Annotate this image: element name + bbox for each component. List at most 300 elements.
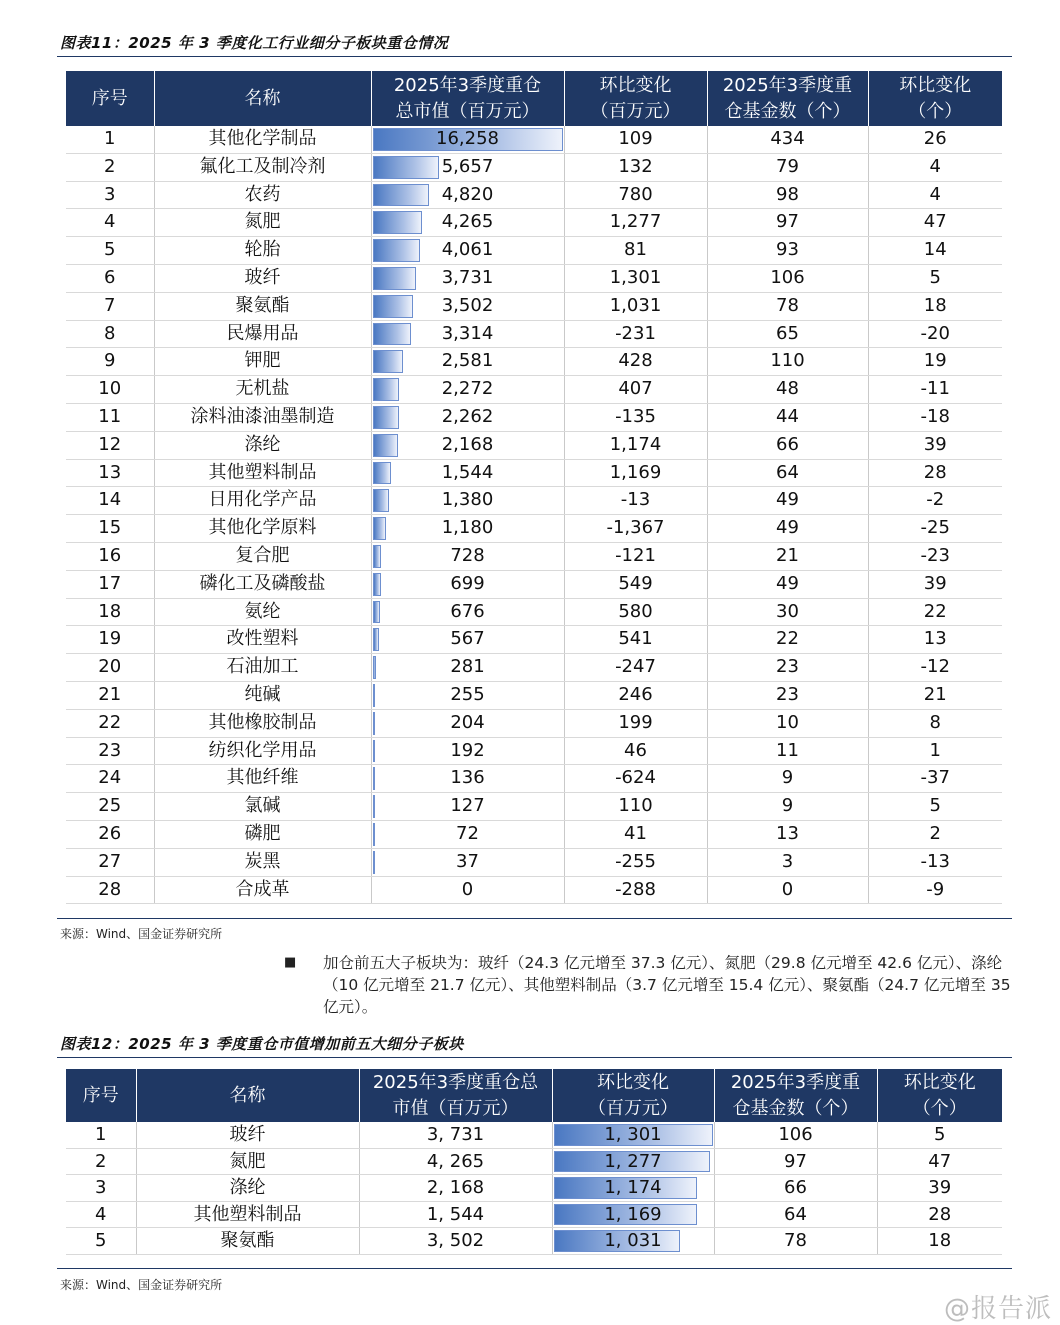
cell-name: 玻纤 — [154, 264, 371, 292]
table-row — [66, 598, 1002, 626]
cell-value: 255 — [450, 683, 485, 705]
cell-market-value — [371, 709, 564, 737]
cell-name: 其他塑料制品 — [136, 1201, 359, 1228]
cell-name: 农药 — [154, 181, 371, 209]
summary-paragraph — [285, 952, 1015, 1018]
cell-fund-count: 110 — [707, 348, 868, 376]
cell-fund-count: 106 — [714, 1122, 877, 1148]
header-no: 序号 — [66, 71, 154, 126]
cell-name: 轮胎 — [154, 237, 371, 265]
cell-name: 炭黑 — [154, 848, 371, 876]
cell-fund-count: 13 — [707, 820, 868, 848]
cell-fund-count: 9 — [707, 793, 868, 821]
cell-qoq-change — [552, 1175, 714, 1202]
data-bar — [373, 350, 403, 373]
cell-no: 7 — [66, 292, 154, 320]
cell-name: 氨纶 — [154, 598, 371, 626]
data-bar — [373, 378, 400, 401]
cell-value: 1, 277 — [604, 1150, 662, 1172]
cell-fund-count: 78 — [707, 292, 868, 320]
header-market-value-line2: 总市值（百万元） — [395, 100, 540, 122]
cell-name: 聚氨酯 — [154, 292, 371, 320]
cell-name: 涤纶 — [136, 1175, 359, 1202]
cell-name: 其他化学制品 — [154, 126, 371, 153]
cell-fund-count: 23 — [707, 654, 868, 682]
cell-fund-change: 19 — [868, 348, 1002, 376]
cell-name: 其他纤维 — [154, 765, 371, 793]
table-row — [66, 320, 1002, 348]
cell-market-value — [371, 403, 564, 431]
table-row — [66, 403, 1002, 431]
cell-qoq-change: 1,174 — [564, 431, 707, 459]
cell-qoq-change: 109 — [564, 126, 707, 153]
figure-11-table — [66, 71, 1002, 904]
cell-name: 复合肥 — [154, 542, 371, 570]
table-row — [66, 209, 1002, 237]
figure-12-table — [66, 1069, 1002, 1255]
cell-qoq-change — [552, 1122, 714, 1148]
figure-11-title: 图表11：2025 年 3 季度化工行业细分子板块重仓情况 — [60, 34, 449, 52]
cell-fund-count: 21 — [707, 542, 868, 570]
cell-market-value: 3, 502 — [359, 1228, 552, 1255]
cell-name: 钾肥 — [154, 348, 371, 376]
cell-market-value — [371, 153, 564, 181]
cell-name: 无机盐 — [154, 376, 371, 404]
cell-fund-change: 28 — [868, 459, 1002, 487]
cell-value: 72 — [456, 822, 479, 844]
cell-fund-change: 5 — [877, 1122, 1002, 1148]
cell-fund-change: -20 — [868, 320, 1002, 348]
cell-fund-change: 47 — [877, 1148, 1002, 1175]
cell-fund-count: 22 — [707, 626, 868, 654]
cell-value: 192 — [450, 739, 485, 761]
figure-12-top-rule — [57, 1057, 1012, 1058]
table-row — [66, 654, 1002, 682]
cell-no: 18 — [66, 598, 154, 626]
header-fund-change — [868, 71, 1002, 126]
cell-value: 16,258 — [436, 128, 499, 149]
cell-name: 磷肥 — [154, 820, 371, 848]
cell-market-value — [371, 292, 564, 320]
header-fund-count-line2: 仓基金数（个） — [732, 1097, 859, 1119]
cell-qoq-change: 428 — [564, 348, 707, 376]
header-fund-count — [714, 1069, 877, 1122]
cell-fund-count: 106 — [707, 264, 868, 292]
header-market-value — [371, 71, 564, 126]
cell-value: 2,168 — [441, 433, 494, 455]
data-bar — [373, 517, 387, 540]
table-row — [66, 181, 1002, 209]
cell-value: 4,061 — [441, 239, 494, 261]
cell-no: 21 — [66, 681, 154, 709]
table-row — [66, 765, 1002, 793]
cell-fund-change: 18 — [877, 1228, 1002, 1255]
cell-value: 2,581 — [441, 350, 494, 372]
data-bar — [373, 684, 376, 707]
cell-fund-change: 1 — [868, 737, 1002, 765]
table-row — [66, 153, 1002, 181]
cell-fund-count: 65 — [707, 320, 868, 348]
cell-fund-change: 21 — [868, 681, 1002, 709]
cell-no: 23 — [66, 737, 154, 765]
cell-qoq-change: -288 — [564, 876, 707, 904]
figure-12-bottom-rule — [57, 1268, 1012, 1269]
cell-fund-count: 49 — [707, 487, 868, 515]
header-fund-change-line2: （个） — [908, 100, 963, 122]
cell-qoq-change: 132 — [564, 153, 707, 181]
cell-value: 3,502 — [441, 294, 494, 316]
cell-name: 其他橡胶制品 — [154, 709, 371, 737]
cell-qoq-change: 1,169 — [564, 459, 707, 487]
cell-no: 3 — [66, 1175, 136, 1202]
cell-qoq-change: -247 — [564, 654, 707, 682]
header-fund-change-line1: 环比变化 — [899, 74, 972, 96]
cell-no: 5 — [66, 1228, 136, 1255]
cell-no: 25 — [66, 793, 154, 821]
cell-qoq-change — [552, 1228, 714, 1255]
header-qoq-change — [552, 1069, 714, 1122]
cell-fund-change: -23 — [868, 542, 1002, 570]
cell-qoq-change: -231 — [564, 320, 707, 348]
data-bar — [373, 740, 375, 763]
cell-value: 127 — [450, 795, 485, 817]
cell-market-value — [371, 848, 564, 876]
cell-qoq-change: -1,367 — [564, 515, 707, 543]
table-row — [66, 1201, 1002, 1228]
cell-no: 12 — [66, 431, 154, 459]
cell-fund-count: 3 — [707, 848, 868, 876]
cell-fund-count: 11 — [707, 737, 868, 765]
header-fund-change-line1: 环比变化 — [903, 1071, 976, 1093]
cell-fund-change: 47 — [868, 209, 1002, 237]
cell-value: 4,820 — [441, 183, 494, 205]
cell-name: 石油加工 — [154, 654, 371, 682]
header-fund-count — [707, 71, 868, 126]
cell-fund-count: 49 — [707, 570, 868, 598]
cell-name: 氮肥 — [136, 1148, 359, 1175]
cell-no: 1 — [66, 1122, 136, 1148]
cell-name: 改性塑料 — [154, 626, 371, 654]
cell-name: 其他塑料制品 — [154, 459, 371, 487]
cell-no: 9 — [66, 348, 154, 376]
cell-value: 1, 301 — [604, 1124, 662, 1145]
cell-qoq-change: 41 — [564, 820, 707, 848]
cell-value: 3,314 — [441, 322, 494, 344]
cell-value: 3,731 — [441, 266, 494, 288]
cell-no: 13 — [66, 459, 154, 487]
table-row — [66, 542, 1002, 570]
cell-fund-change: 4 — [868, 153, 1002, 181]
cell-market-value — [371, 570, 564, 598]
cell-market-value — [371, 320, 564, 348]
cell-market-value: 2, 168 — [359, 1175, 552, 1202]
header-fund-count-line1: 2025年3季度重 — [730, 1071, 861, 1093]
cell-market-value — [371, 820, 564, 848]
data-bar — [373, 239, 420, 262]
cell-market-value — [371, 376, 564, 404]
header-fund-change-line2: （个） — [912, 1097, 967, 1119]
cell-qoq-change: 541 — [564, 626, 707, 654]
header-qoq-change-line1: 环比变化 — [599, 74, 672, 96]
cell-market-value — [371, 598, 564, 626]
cell-no: 2 — [66, 153, 154, 181]
data-bar — [373, 267, 417, 290]
cell-no: 14 — [66, 487, 154, 515]
data-bar — [373, 545, 382, 568]
cell-qoq-change: 1,301 — [564, 264, 707, 292]
cell-fund-change: -12 — [868, 654, 1002, 682]
cell-fund-count: 48 — [707, 376, 868, 404]
cell-fund-change: 5 — [868, 264, 1002, 292]
cell-fund-count: 64 — [714, 1201, 877, 1228]
data-bar — [373, 462, 391, 485]
cell-market-value — [371, 431, 564, 459]
figure-12-source: 来源：Wind、国金证券研究所 — [60, 1278, 223, 1292]
cell-no: 15 — [66, 515, 154, 543]
cell-no: 22 — [66, 709, 154, 737]
table-row — [66, 848, 1002, 876]
table-row — [66, 515, 1002, 543]
table-row — [66, 570, 1002, 598]
table-row — [66, 376, 1002, 404]
cell-market-value — [371, 264, 564, 292]
cell-fund-count: 44 — [707, 403, 868, 431]
table-row — [66, 1175, 1002, 1202]
cell-no: 26 — [66, 820, 154, 848]
data-bar — [373, 656, 376, 679]
cell-value: 281 — [450, 656, 485, 678]
figure-11-bottom-rule — [57, 918, 1012, 919]
header-market-value-line1: 2025年3季度重仓 — [393, 74, 542, 96]
cell-value: 5,657 — [441, 155, 494, 177]
table-row — [66, 876, 1002, 904]
cell-fund-change: 14 — [868, 237, 1002, 265]
cell-qoq-change: -255 — [564, 848, 707, 876]
table-row — [66, 431, 1002, 459]
cell-fund-change: 5 — [868, 793, 1002, 821]
header-fund-change — [877, 1069, 1002, 1122]
cell-name: 聚氨酯 — [136, 1228, 359, 1255]
table-row — [66, 793, 1002, 821]
bullet-square-icon: ■ — [284, 955, 297, 970]
cell-market-value — [371, 515, 564, 543]
cell-value: 37 — [456, 850, 479, 872]
cell-name: 氟化工及制冷剂 — [154, 153, 371, 181]
data-bar — [373, 823, 375, 846]
cell-fund-change: -37 — [868, 765, 1002, 793]
cell-fund-change: -9 — [868, 876, 1002, 904]
cell-name: 其他化学原料 — [154, 515, 371, 543]
cell-value: 1,180 — [441, 517, 494, 539]
cell-market-value — [371, 876, 564, 904]
cell-fund-count: 10 — [707, 709, 868, 737]
cell-market-value — [371, 459, 564, 487]
table-row — [66, 681, 1002, 709]
cell-market-value: 1, 544 — [359, 1201, 552, 1228]
cell-value: 0 — [461, 878, 474, 900]
cell-fund-count: 97 — [707, 209, 868, 237]
cell-fund-count: 23 — [707, 681, 868, 709]
header-name: 名称 — [136, 1069, 359, 1122]
cell-market-value — [371, 793, 564, 821]
data-bar — [373, 767, 375, 790]
cell-fund-count: 49 — [707, 515, 868, 543]
cell-fund-change: -11 — [868, 376, 1002, 404]
cell-value: 1,544 — [441, 461, 494, 483]
cell-market-value — [371, 654, 564, 682]
table-header-row — [66, 71, 1002, 126]
data-bar — [373, 601, 381, 624]
cell-fund-count: 30 — [707, 598, 868, 626]
cell-fund-count: 64 — [707, 459, 868, 487]
cell-value: 1, 174 — [604, 1177, 662, 1199]
cell-value: 728 — [450, 544, 485, 566]
table-row — [66, 737, 1002, 765]
cell-qoq-change — [552, 1201, 714, 1228]
cell-market-value — [371, 626, 564, 654]
cell-name: 纺织化学用品 — [154, 737, 371, 765]
cell-fund-count: 9 — [707, 765, 868, 793]
table-row — [66, 126, 1002, 153]
cell-fund-change: 28 — [877, 1201, 1002, 1228]
cell-qoq-change: 246 — [564, 681, 707, 709]
header-fund-count-line1: 2025年3季度重 — [722, 74, 853, 96]
cell-name: 磷化工及磷酸盐 — [154, 570, 371, 598]
cell-market-value — [371, 126, 564, 153]
header-fund-count-line2: 仓基金数（个） — [724, 100, 851, 122]
cell-no: 5 — [66, 237, 154, 265]
data-bar — [373, 211, 423, 234]
cell-market-value — [371, 681, 564, 709]
cell-name: 玻纤 — [136, 1122, 359, 1148]
cell-name: 合成革 — [154, 876, 371, 904]
header-qoq-change-line1: 环比变化 — [597, 1071, 669, 1093]
cell-value: 1,380 — [441, 489, 494, 511]
cell-fund-count: 66 — [714, 1175, 877, 1202]
cell-market-value — [371, 209, 564, 237]
cell-no: 10 — [66, 376, 154, 404]
data-bar — [373, 295, 414, 318]
table-row — [66, 1228, 1002, 1255]
cell-market-value — [371, 237, 564, 265]
data-bar — [373, 156, 439, 179]
cell-fund-change: 4 — [868, 181, 1002, 209]
cell-value: 204 — [450, 711, 485, 733]
cell-qoq-change: 580 — [564, 598, 707, 626]
cell-fund-count: 0 — [707, 876, 868, 904]
cell-no: 27 — [66, 848, 154, 876]
table-row — [66, 1122, 1002, 1148]
header-market-value — [359, 1069, 552, 1122]
data-bar — [373, 489, 389, 512]
cell-fund-count: 434 — [707, 126, 868, 153]
watermark: @报告派 — [943, 1294, 1052, 1324]
cell-qoq-change: 110 — [564, 793, 707, 821]
cell-fund-count: 66 — [707, 431, 868, 459]
summary-text: 加仓前五大子板块为：玻纤（24.3 亿元增至 37.3 亿元）、氮肥（29.8 亿元增至 42.6 亿元）、涤纶（10 亿元增至 21.7 亿元）、其他塑料制品（3.7 亿元增至 15.4 亿元）、聚氨酯（24.7 亿元增至 35 亿元）。 — [323, 954, 1011, 1016]
data-bar — [373, 184, 429, 207]
cell-market-value — [371, 487, 564, 515]
cell-value: 1, 169 — [604, 1203, 662, 1225]
cell-fund-change: 39 — [868, 570, 1002, 598]
cell-value: 2,272 — [441, 378, 494, 400]
cell-no: 3 — [66, 181, 154, 209]
header-no: 序号 — [66, 1069, 136, 1122]
cell-fund-change: 13 — [868, 626, 1002, 654]
cell-name: 氯碱 — [154, 793, 371, 821]
cell-fund-count: 78 — [714, 1228, 877, 1255]
cell-qoq-change: -135 — [564, 403, 707, 431]
cell-fund-change: -25 — [868, 515, 1002, 543]
cell-market-value — [371, 181, 564, 209]
cell-no: 16 — [66, 542, 154, 570]
data-bar — [373, 628, 380, 651]
data-bar — [373, 712, 375, 735]
cell-no: 20 — [66, 654, 154, 682]
cell-market-value — [371, 542, 564, 570]
cell-no: 4 — [66, 1201, 136, 1228]
table-row — [66, 487, 1002, 515]
cell-qoq-change — [552, 1148, 714, 1175]
data-bar — [373, 795, 375, 818]
data-bar — [373, 573, 381, 596]
table-row — [66, 237, 1002, 265]
figure-11-source: 来源：Wind、国金证券研究所 — [60, 927, 223, 941]
cell-qoq-change: 780 — [564, 181, 707, 209]
cell-no: 1 — [66, 126, 154, 153]
cell-fund-change: 18 — [868, 292, 1002, 320]
cell-value: 676 — [450, 600, 485, 622]
cell-no: 19 — [66, 626, 154, 654]
cell-qoq-change: -13 — [564, 487, 707, 515]
table-row — [66, 348, 1002, 376]
cell-no: 2 — [66, 1148, 136, 1175]
table-row — [66, 820, 1002, 848]
table-row — [66, 459, 1002, 487]
cell-fund-count: 97 — [714, 1148, 877, 1175]
table-row — [66, 709, 1002, 737]
cell-no: 11 — [66, 403, 154, 431]
cell-value: 699 — [450, 572, 485, 594]
cell-fund-change: -13 — [868, 848, 1002, 876]
data-bar — [373, 406, 399, 429]
cell-qoq-change: 407 — [564, 376, 707, 404]
header-market-value-line1: 2025年3季度重仓总 — [372, 1071, 539, 1093]
cell-name: 涤纶 — [154, 431, 371, 459]
cell-no: 17 — [66, 570, 154, 598]
header-market-value-line2: 市值（百万元） — [392, 1097, 519, 1119]
cell-value: 136 — [450, 767, 485, 789]
cell-value: 4,265 — [441, 211, 494, 233]
cell-fund-change: 39 — [868, 431, 1002, 459]
cell-no: 6 — [66, 264, 154, 292]
header-qoq-change-line2: （百万元） — [588, 1097, 678, 1119]
data-bar — [373, 434, 398, 457]
cell-market-value — [371, 737, 564, 765]
header-qoq-change-line2: （百万元） — [590, 100, 681, 122]
cell-qoq-change: 1,277 — [564, 209, 707, 237]
cell-market-value — [371, 348, 564, 376]
cell-fund-change: -2 — [868, 487, 1002, 515]
cell-value: 1, 031 — [604, 1230, 662, 1252]
cell-fund-change: 22 — [868, 598, 1002, 626]
header-name: 名称 — [154, 71, 371, 126]
cell-qoq-change: -121 — [564, 542, 707, 570]
table-row — [66, 292, 1002, 320]
cell-fund-change: 39 — [877, 1175, 1002, 1202]
cell-no: 28 — [66, 876, 154, 904]
cell-market-value: 3, 731 — [359, 1122, 552, 1148]
